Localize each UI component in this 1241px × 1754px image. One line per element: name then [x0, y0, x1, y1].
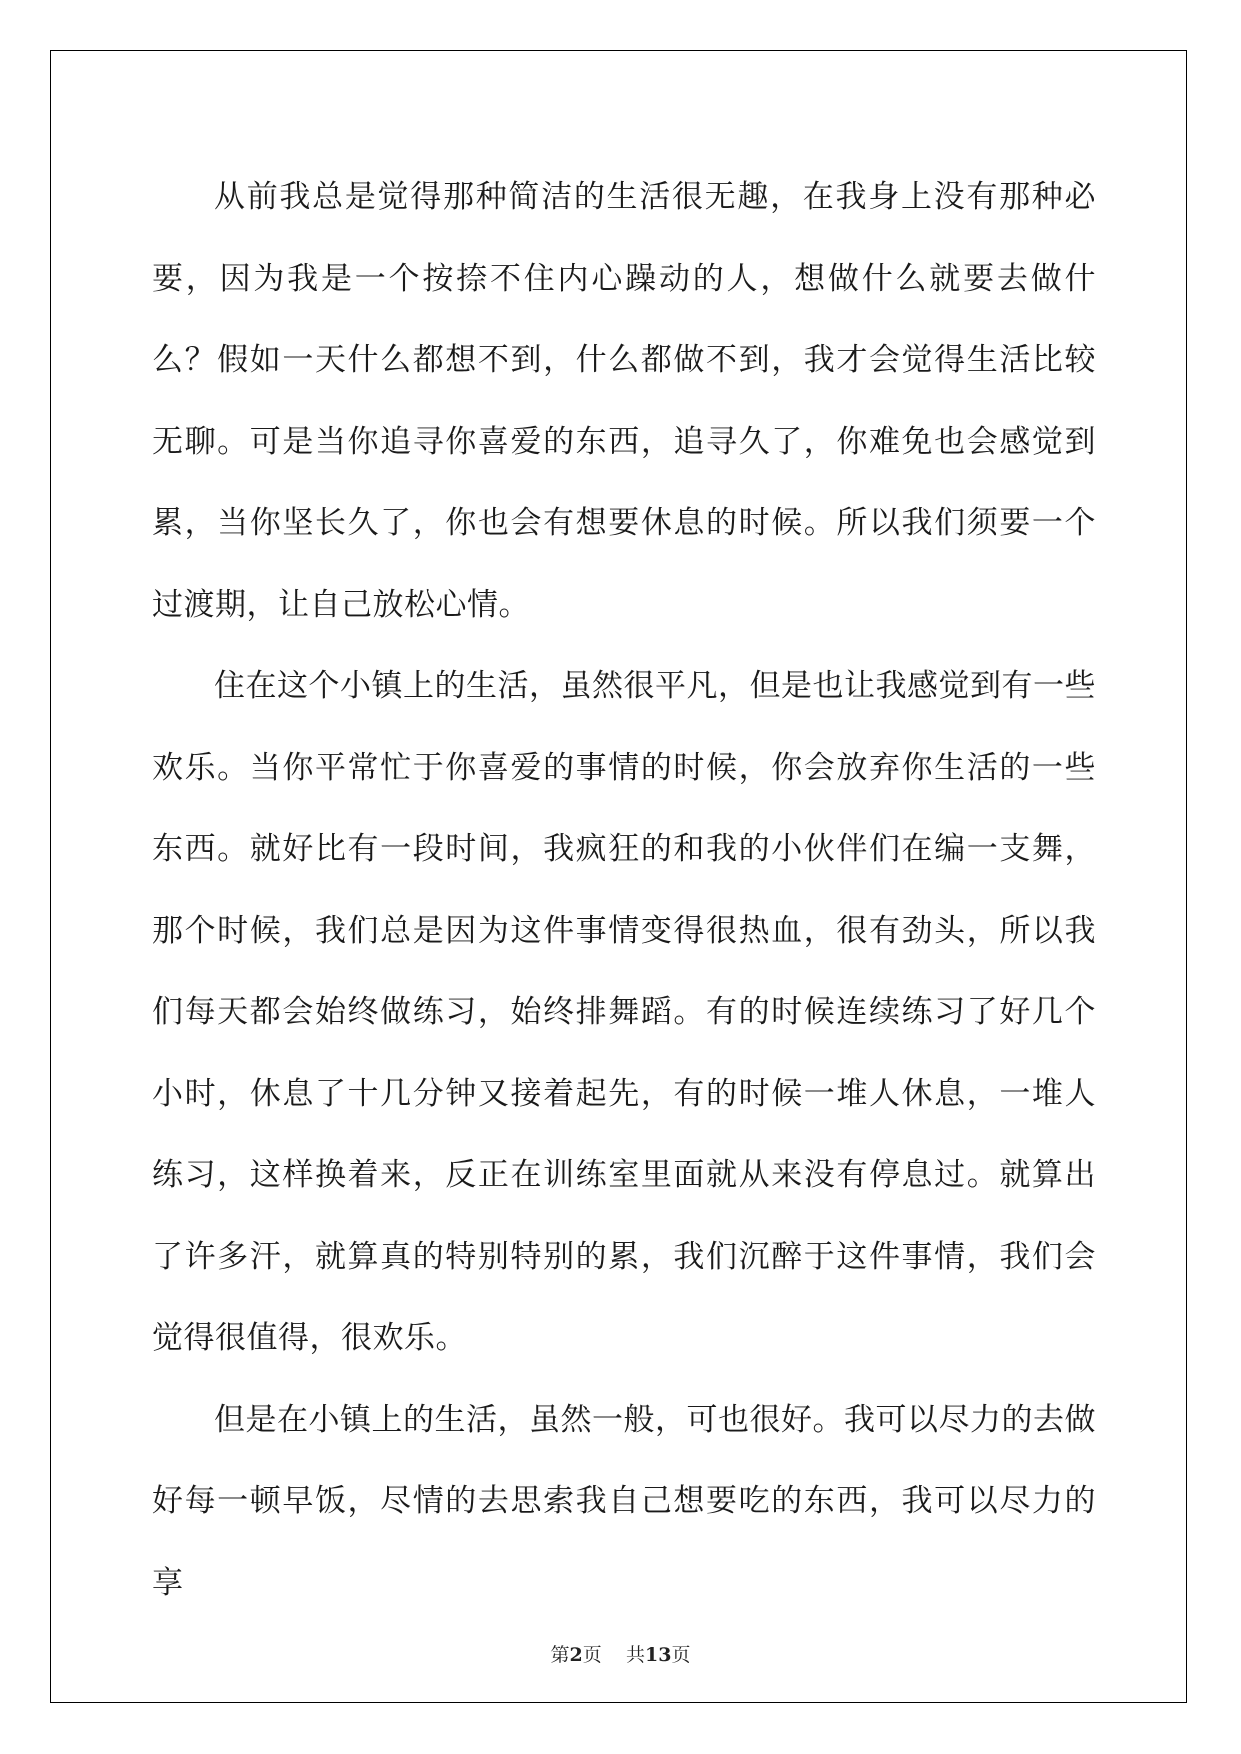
paragraph-2: 住在这个小镇上的生活，虽然很平凡，但是也让我感觉到有一些欢乐。当你平常忙于你喜爱的事情的时候，你会放弃你生活的一些东西。就好比有一段时间，我疯狂的和我的小伙伴们在编一支舞，那个时候，我们总是因为这件事情变得很热血，很有劲头，所以我们每天都会始终做练习，始终排舞蹈。有的时候连续练习了好几个小时，休息了十几分钟又接着起先，有的时候一堆人休息，一堆人练习，这样换着来，反正在训练室里面就从来没有停息过。就算出了许多汗，就算真的特别特别的累，我们沉醉于这件事情，我们会觉得很值得，很欢乐。	[152, 668, 1096, 1356]
page-suffix: 页	[582, 1644, 602, 1666]
page-prefix: 第	[550, 1644, 570, 1666]
total-prefix: 共	[625, 1644, 645, 1666]
page-total-number: 13	[644, 1644, 672, 1666]
paragraph-3: 但是在小镇上的生活，虽然一般，可也很好。我可以尽力的去做好每一顿早饭，尽情的去思索我自己想要吃的东西，我可以尽力的享	[152, 1401, 1096, 1601]
page-current-number: 2	[569, 1644, 583, 1666]
paragraph-1: 从前我总是觉得那种简洁的生活很无趣，在我身上没有那种必要，因为我是一个按捺不住内心躁动的人，想做什么就要去做什么？假如一天什么都想不到，什么都做不到，我才会觉得生活比较无聊。可是当你追寻你喜爱的东西，追寻久了，你难免也会感觉到累，当你坚长久了，你也会有想要休息的时候。所以我们须要一个过渡期，让自己放松心情。	[152, 179, 1096, 623]
document-body	[152, 157, 1096, 1624]
total-suffix: 页	[671, 1644, 691, 1666]
page-footer	[0, 1640, 1241, 1667]
